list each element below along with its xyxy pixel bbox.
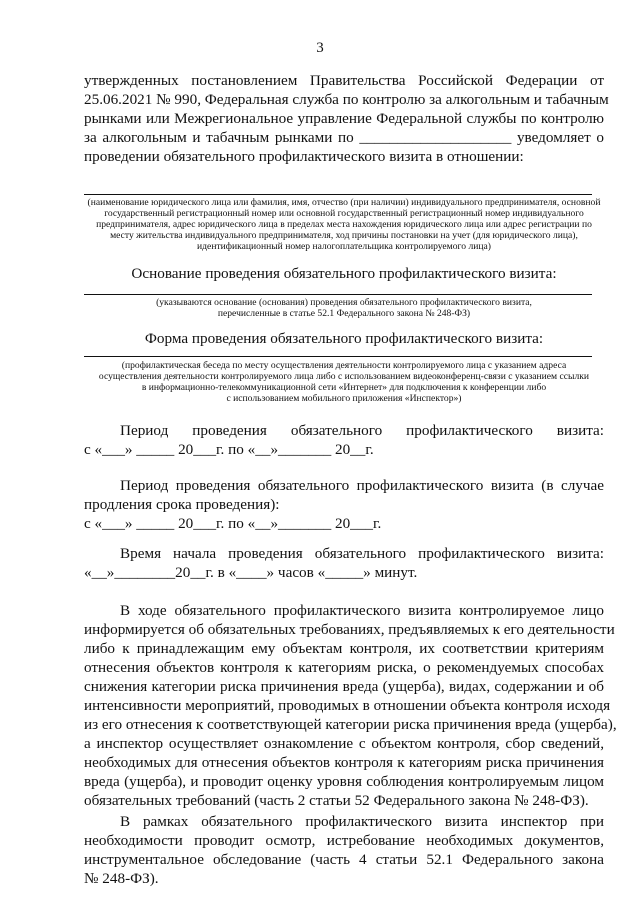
form-note-line: с использованием мобильного приложения «Инспектор») <box>226 393 462 404</box>
subject-note-line: государственный регистрационный номер или основной государственный регистрационный номер индивидуального <box>104 208 584 219</box>
extended-period-line: продления срока проведения): <box>84 496 280 513</box>
extended-period-dates-line: с «___» _____ 20___г. по «__»_______ 20___г. <box>84 515 382 532</box>
form-fill-line <box>84 356 592 357</box>
subject-fill-line <box>84 194 592 195</box>
intro-line: за алкогольным и табачным рынками по ____________________ уведомляет о <box>84 129 604 146</box>
subject-note-line: предпринимателя, адрес юридического лица в пределах места нахождения юридического лица или адрес регистрации по <box>96 219 592 230</box>
form-note-line: в информационно-телекоммуникационной сети «Интернет» для подключения к конференции либо <box>141 382 547 393</box>
body-paragraph-1-line: вреда (ущерба), и проводит оценку уровня соблюдения контролируемым лицом <box>84 773 604 790</box>
page-number: 3 <box>316 40 324 56</box>
extended-period-line: Период проведения обязательного профилактического визита (в случае <box>120 477 604 494</box>
body-paragraph-1-line: необходимых для отнесения объектов контроля к категориям риска причинения <box>84 754 604 771</box>
body-paragraph-2-line: инструментальное обследование (часть 4 статьи 52.1 Федерального закона <box>84 851 604 868</box>
basis-note-line: перечисленные в статье 52.1 Федерального закона № 248-ФЗ) <box>217 308 471 319</box>
form-heading: Форма проведения обязательного профилактического визита: <box>144 330 544 347</box>
basis-heading: Основание проведения обязательного профилактического визита: <box>131 265 557 282</box>
body-paragraph-1-line: либо к принадлежащим ему объектам контроля, их соответствии критериям <box>84 640 604 657</box>
form-note-line: (профилактическая беседа по месту осуществления деятельности контролируемого лица с указанием адреса <box>121 360 567 371</box>
subject-note-line: месту жительства индивидуального предпринимателя, ход причины постановки на учет (для юридического лица), <box>110 230 578 241</box>
period-dates-line: с «___» _____ 20___г. по «__»_______ 20__г. <box>84 441 374 458</box>
body-paragraph-1-line: отнесения объектов контроля к категориям риска, о рекомендуемых способах <box>84 659 604 676</box>
basis-note-line: (указываются основание (основания) проведения обязательного профилактического визита, <box>156 297 532 308</box>
intro-line: рынками или Межрегиональное управление Федеральной службы по контролю <box>84 110 604 127</box>
start-time-value-line: «__»________20__г. в «____» часов «_____» минут. <box>84 564 418 581</box>
body-paragraph-1-line: снижения категории риска причинения вреда (ущерба), видах, содержании и об <box>84 678 604 695</box>
start-time-line: Время начала проведения обязательного профилактического визита: <box>120 545 604 562</box>
body-paragraph-2-line: В рамках обязательного профилактического визита инспектор при <box>120 813 604 830</box>
body-paragraph-2-line: № 248-ФЗ). <box>84 870 159 887</box>
body-paragraph-1-line: обязательных требований (часть 2 статьи 52 Федерального закона № 248-ФЗ). <box>84 792 589 809</box>
body-paragraph-1-line: а инспектор осуществляет ознакомление с объектом контроля, сбор сведений, <box>84 735 604 752</box>
intro-line: проведении обязательного профилактического визита в отношении: <box>84 148 524 165</box>
form-note-line: осуществления деятельности контролируемого лица либо с использованием видеоконференц-связи с указанием ссылки <box>98 371 590 382</box>
intro-line: 25.06.2021 № 990, Федеральная служба по контролю за алкогольным и табачным <box>84 91 609 108</box>
subject-note-line: (наименование юридического лица или фамилия, имя, отчество (при наличии) индивидуального предпринимателя, основной <box>87 197 601 208</box>
body-paragraph-1-line: из его отнесения к соответствующей категории риска причинения вреда (ущерба), <box>84 716 617 733</box>
body-paragraph-2-line: необходимости проводит осмотр, истребование необходимых документов, <box>84 832 604 849</box>
intro-line: утвержденных постановлением Правительства Российской Федерации от <box>84 72 604 89</box>
body-paragraph-1-line: В ходе обязательного профилактического визита контролируемое лицо <box>120 602 604 619</box>
basis-fill-line <box>84 294 592 295</box>
subject-note-line: идентификационный номер налогоплательщика контролируемого лица) <box>197 241 491 252</box>
period-line: Период проведения обязательного профилактического визита: <box>120 422 604 439</box>
body-paragraph-1-line: интенсивности мероприятий, проводимых в отношении объекта контроля исходя <box>84 697 611 714</box>
body-paragraph-1-line: информируется об обязательных требованиях, предъявляемых к его деятельности <box>84 621 615 638</box>
